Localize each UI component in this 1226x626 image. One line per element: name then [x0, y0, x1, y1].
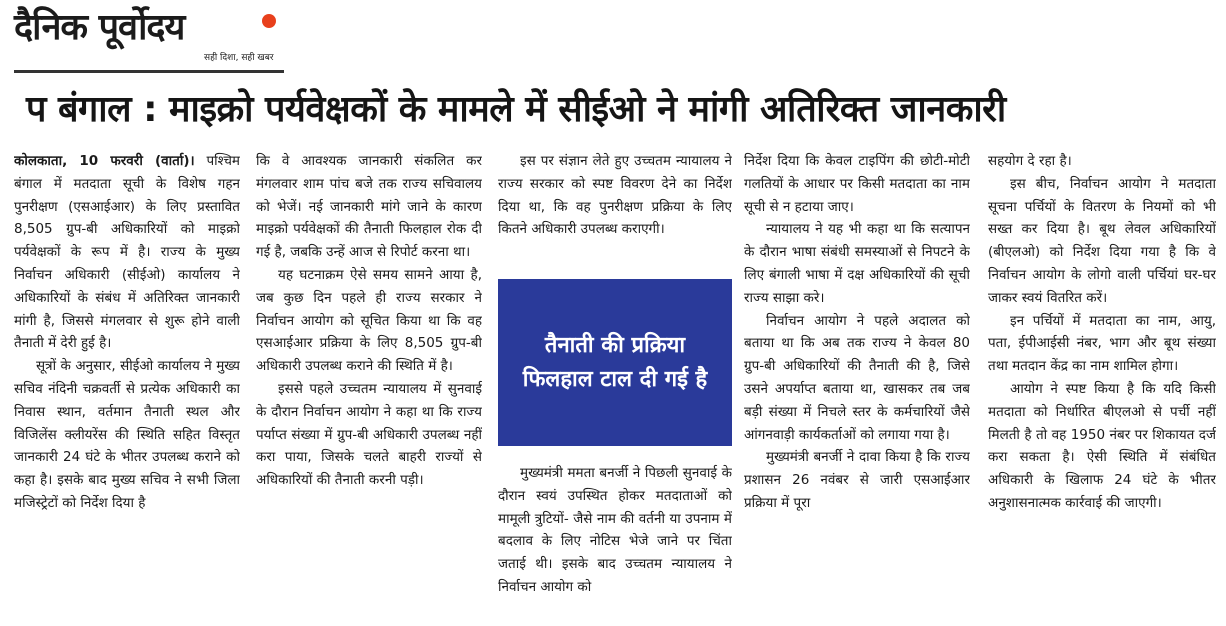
masthead [14, 6, 276, 72]
article-paragraph: निर्वाचन आयोग ने पहले अदालत को बताया था कि अब तक राज्य ने केवल 80 ग्रुप-बी अधिकारियों की तैनाती की है, जिसे उसने अपर्याप्त बताया था, खासकर तब जब बड़ी संख्या में निचले स्तर के कर्मचारियों जैसे आंगनवाड़ी कार्यकर्ताओं को लगाया गया है। [744, 312, 970, 443]
article-paragraph: यह घटनाक्रम ऐसे समय सामने आया है, जब कुछ दिन पहले ही राज्य सरकार ने निर्वाचन आयोग को सूचित किया था कि वह एसआईआर प्रक्रिया के लिए 8,505 ग्रुप-बी अधिकारी उपलब्ध कराने की स्थिति में है। [256, 266, 482, 375]
article-paragraph: इन पर्चियों में मतदाता का नाम, आयु, पता, ईपीआईसी नंबर, भाग और बूथ संख्या तथा मतदान केंद्र का नाम शामिल होगा। [988, 312, 1216, 375]
dateline: कोलकाता, 10 फरवरी (वार्ता)। [14, 153, 195, 169]
article-paragraph: सहयोग दे रहा है। [988, 153, 1072, 169]
pull-quote-text: तैनाती की प्रक्रिया फिलहाल टाल दी गई है [522, 332, 708, 392]
article-paragraph: निर्देश दिया कि केवल टाइपिंग की छोटी-मोटी गलतियों के आधार पर किसी मतदाता का नाम सूची से न हटाया जाए। [744, 153, 970, 215]
article-paragraph: इस बीच, निर्वाचन आयोग ने मतदाता सूचना पर्चियों के वितरण के नियमों को भी सख्त कर दिया है। बूथ लेवल अधिकारियों (बीएलओ) को निर्देश दिया गया है कि वे निर्वाचन आयोग के लोगो वाली पर्चियां घर-घर जाकर स्वयं वितरित करें। [988, 175, 1216, 306]
logo-dot-icon [262, 14, 276, 28]
article-column-5 [988, 150, 1216, 626]
article-column-3-top [498, 150, 732, 270]
article-paragraph: इससे पहले उच्चतम न्यायालय में सुनवाई के दौरान निर्वाचन आयोग ने कहा था कि राज्य पर्याप्त संख्या में ग्रुप-बी अधिकारी उपलब्ध नहीं करा पाया, जिसके चलते बाहरी राज्यों से अधिकारियों की तैनाती करनी पड़ी। [256, 380, 482, 489]
article-paragraph: मुख्यमंत्री ममता बनर्जी ने पिछली सुनवाई के दौरान स्वयं उपस्थित होकर मतदाताओं को मामूली त्रुटियों- जैसे नाम की वर्तनी या उपनाम में बदलाव के लिए नोटिस भेजे जाने पर चिंता जताई थी। इसके बाद उच्चतम न्यायालय ने निर्वाचन आयोग को [498, 465, 732, 595]
article-paragraph: मुख्यमंत्री बनर्जी ने दावा किया है कि राज्य प्रशासन 26 नवंबर से जारी एसआईआर प्रक्रिया में पूरा [744, 449, 970, 511]
headline: प बंगाल : माइक्रो पर्यवेक्षकों के मामले में सीईओ ने मांगी अतिरिक्त जानकारी [26, 89, 1006, 130]
article-column-4 [744, 150, 970, 626]
article-paragraph: कि वे आवश्यक जानकारी संकलित कर मंगलवार शाम पांच बजे तक राज्य सचिवालय को भेजें। नई जानकारी मांगे जाने के कारण माइक्रो पर्यवेक्षकों की तैनाती फिलहाल रोक दी गई है, जबकि उन्हें आज से रिपोर्ट करना था। [256, 153, 482, 261]
masthead-rule [14, 70, 284, 73]
article-paragraph: कोलकाता, 10 फरवरी (वार्ता)। पश्चिम बंगाल में मतदाता सूची के विशेष गहन पुनरीक्षण (एसआईआर) के लिए प्रस्तावित 8,505 ग्रुप-बी अधिकारियों को माइक्रो पर्यवेक्षकों के रूप में है। राज्य के मुख्य निर्वाचन अधिकारी (सीईओ) कार्यालय ने अधिकारियों के संबंध में अतिरिक्त जानकारी मांगी है, जिससे मंगलवार से शुरू होने वाली तैनाती में देरी हुई है। [14, 153, 240, 352]
newspaper-tagline: सही दिशा, सही खबर [204, 53, 274, 63]
article-paragraph: आयोग ने स्पष्ट किया है कि यदि किसी मतदाता को निर्धारित बीएलओ से पर्ची नहीं मिलती है तो वह 1950 नंबर पर शिकायत दर्ज करा सकता है। ऐसी स्थिति में संबंधित अधिकारी के खिलाफ 24 घंटे के भीतर अनुशासनात्मक कार्रवाई की जाएगी। [988, 380, 1216, 511]
article-column-3-bottom [498, 462, 732, 626]
pull-quote [498, 279, 732, 446]
article-paragraph: न्यायालय ने यह भी कहा था कि सत्यापन के दौरान भाषा संबंधी समस्याओं से निपटने के लिए बंगाली भाषा में दक्ष अधिकारियों की सूची राज्य साझा करे। [744, 221, 970, 306]
article-column-1 [14, 150, 240, 626]
article-column-2 [256, 150, 482, 626]
newspaper-title: दैनिक पूर्वोदय [14, 7, 185, 48]
article-paragraph: इस पर संज्ञान लेते हुए उच्चतम न्यायालय ने राज्य सरकार को स्पष्ट विवरण देने का निर्देश दिया था, कि वह पुनरीक्षण प्रक्रिया के लिए कितने अधिकारी उपलब्ध कराएगी। [498, 153, 732, 238]
article-paragraph: सूत्रों के अनुसार, सीईओ कार्यालय ने मुख्य सचिव नंदिनी चक्रवर्ती से प्रत्येक अधिकारी का निवास स्थान, वर्तमान तैनाती स्थल और विजिलेंस क्लीयरेंस की स्थिति सहित विस्तृत जानकारी 24 घंटे के भीतर उपलब्ध कराने को कहा है। इसके बाद मुख्य सचिव ने सभी जिला मजिस्ट्रेटों को निर्देश दिया है [14, 358, 240, 511]
